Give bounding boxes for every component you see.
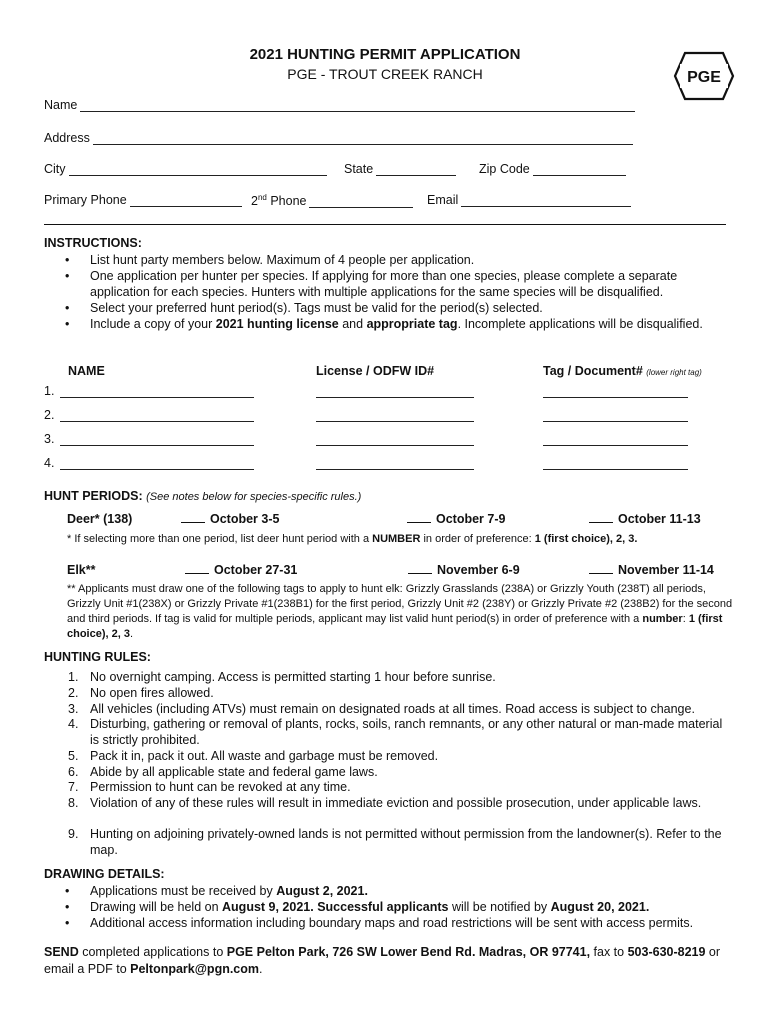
- zip-label: Zip Code: [479, 162, 530, 176]
- second-phone-field[interactable]: [251, 193, 413, 208]
- instructions-title: INSTRUCTIONS:: [44, 236, 142, 250]
- elk-label: Elk**: [67, 563, 96, 577]
- row-number: 1.: [44, 384, 55, 398]
- second-phone-label: 2nd Phone: [251, 193, 307, 209]
- row-number: 3.: [44, 432, 55, 446]
- party-license-line[interactable]: [316, 444, 474, 446]
- party-name-line[interactable]: [60, 420, 254, 422]
- name-line[interactable]: [80, 99, 635, 112]
- second-phone-line[interactable]: [309, 195, 413, 208]
- col-name-header: NAME: [68, 364, 105, 378]
- party-tag-line[interactable]: [543, 396, 688, 398]
- form-subtitle: PGE - TROUT CREEK RANCH: [287, 66, 483, 82]
- deer-label: Deer* (138): [67, 512, 133, 526]
- deer-period-1[interactable]: October 3-5: [181, 512, 279, 526]
- party-name-line[interactable]: [60, 468, 254, 470]
- state-line[interactable]: [376, 163, 456, 176]
- city-label: City: [44, 162, 66, 176]
- drawing-details-title: DRAWING DETAILS:: [44, 867, 165, 881]
- header-divider: [44, 224, 726, 225]
- email-line[interactable]: [461, 194, 631, 207]
- pge-logo-icon: [671, 47, 737, 105]
- zip-field[interactable]: [479, 162, 626, 176]
- party-license-line[interactable]: [316, 420, 474, 422]
- elk-period-1[interactable]: October 27-31: [185, 563, 297, 577]
- send-instructions: SEND completed applications to PGE Pelton Park, 726 SW Lower Bend Rd. Madras, OR 97741, fax to 503-630-8219 or email a PDF to Peltonpark@pgn.com.: [44, 945, 721, 976]
- primary-phone-field[interactable]: [44, 193, 242, 207]
- primary-phone-label: Primary Phone: [44, 193, 127, 207]
- row-number: 2.: [44, 408, 55, 422]
- city-field[interactable]: [44, 162, 327, 176]
- name-label: Name: [44, 98, 78, 112]
- party-tag-line[interactable]: [543, 444, 688, 446]
- party-name-line[interactable]: [60, 396, 254, 398]
- elk-period-2[interactable]: November 6-9: [408, 563, 520, 577]
- party-license-line[interactable]: [316, 468, 474, 470]
- hunt-periods-subtitle: (See notes below for species-specific rules.): [146, 491, 362, 503]
- email-label: Email: [427, 193, 459, 207]
- hunting-rules-title: HUNTING RULES:: [44, 650, 151, 664]
- party-name-line[interactable]: [60, 444, 254, 446]
- address-label: Address: [44, 131, 90, 145]
- email-field[interactable]: [427, 193, 631, 207]
- col-tag-header: Tag / Document# (lower right tag): [543, 364, 702, 378]
- party-license-line[interactable]: [316, 396, 474, 398]
- elk-period-3[interactable]: November 11-14: [589, 563, 714, 577]
- row-number: 4.: [44, 456, 55, 470]
- primary-phone-line[interactable]: [130, 194, 242, 207]
- deer-period-3[interactable]: October 11-13: [589, 512, 701, 526]
- address-line[interactable]: [93, 132, 633, 145]
- party-tag-line[interactable]: [543, 468, 688, 470]
- email-link: Peltonpark@pgn.com: [130, 962, 260, 976]
- elk-note: ** Applicants must draw one of the following tags to apply to hunt elk: Grizzly Grasslands (238A) or Grizzly Youth (238T) all periods, Grizzly Unit #1(238X) or Grizzly Private #1(238B1) for the first period, Grizzly Unit #2 (238Y) or Grizzly Private #2 (238B2) for the second and third periods. If tag is valid for multiple periods, applicant may list valid hunt period(s) in order of preference with a number: 1 (first choice), 2, 3.: [67, 583, 733, 640]
- address-field[interactable]: [44, 131, 633, 145]
- deer-note: * If selecting more than one period, list deer hunt period with a NUMBER in order of preference: 1 (first choice), 2, 3.: [67, 533, 638, 545]
- logo-text: PGE: [687, 69, 721, 86]
- party-tag-line[interactable]: [543, 420, 688, 422]
- application-form: 2021 HUNTING PERMIT APPLICATION PGE - TROUT CREEK RANCH PGE Name Address City State Zip Code Primary Phone 2nd Phone Email INSTRUCTIONS: • List hunt party members below. Maximum of 4 people per application. • One application per hunter per species. If applying for more than one species, please complete a separate application for each species. Hunters with multiple applications for the same species will be disqualified. • Select your preferred hunt period(s). Tags must be valid for the period(s) selected. • Include a copy of your 2021 hunting license and appropriate tag. Incomplete applications will be disqualified. NAME License / ODFW ID# Tag / Document# (lower right tag) 1. 2. 3. 4. HUNT PERIODS: (See notes below for species-specific rules.) Deer* (138) October 3-5 October 7-9 October 11-13 * If selecting more than one period, list deer hunt period with a NUMBER in order of preference: 1 (first choice), 2, 3. Elk** October 27-31 November 6-9 November 11-14 ** Applicants must draw one of the following tags to apply to hunt elk: Grizzly Grasslands (238A) or Grizzly Youth (238T) all periods, Grizzly Unit #1(238X) or Grizzly Private #1(238B1) for the first period, Grizzly Unit #2 (238Y) or Grizzly Private #2 (238B2) for the second and third periods. If tag is valid for multiple periods, applicant may list valid hunt period(s) in order of preference with a number: 1 (first choice), 2, 3. HUNTING RULES: 1. No overnight camping. Access is permitted starting 1 hour before sunrise. 2. No open fires allowed. 3. All vehicles (including ATVs) must remain on designated roads at all times. Road access is subject to change. 4. Disturbing, gathering or removal of plants, rocks, soils, ranch remnants, or any other natural or man-made material is strictly prohibited. 5. Pack it in, pack it out. All waste and garbage must be removed. 6. Abide by all applicable state and federal game laws. 7. Permission to hunt can be revoked at any time. 8. Violation of any of these rules will result in immediate eviction and possible prosecution, under applicable laws. 9. Hunting on adjoining privately-owned lands is not permitted without permission from the landowner(s). Refer to the map. DRAWING DETAILS: • Applications must be received by August 2, 2021. • Drawing will be held on August 9, 2021. Successful applicants will be notified by August 20, 2021. • Additional access information including boundary maps and road restrictions will be sent with access permits. SEND completed applications to PGE Pelton Park, 726 SW Lower Bend Rd. Madras, OR 97741, fax to 503-630-8219 or email a PDF to Peltonpark@pgn.com.: [0, 0, 770, 1024]
- deer-period-2[interactable]: October 7-9: [407, 512, 505, 526]
- state-label: State: [344, 162, 374, 176]
- city-line[interactable]: [69, 163, 327, 176]
- col-license-header: License / ODFW ID#: [316, 364, 435, 378]
- name-field[interactable]: [44, 98, 635, 112]
- zip-line[interactable]: [533, 163, 626, 176]
- state-field[interactable]: [344, 162, 456, 176]
- form-title: 2021 HUNTING PERMIT APPLICATION: [249, 46, 521, 63]
- hunt-periods-title: HUNT PERIODS: (See notes below for species-specific rules.): [44, 489, 362, 503]
